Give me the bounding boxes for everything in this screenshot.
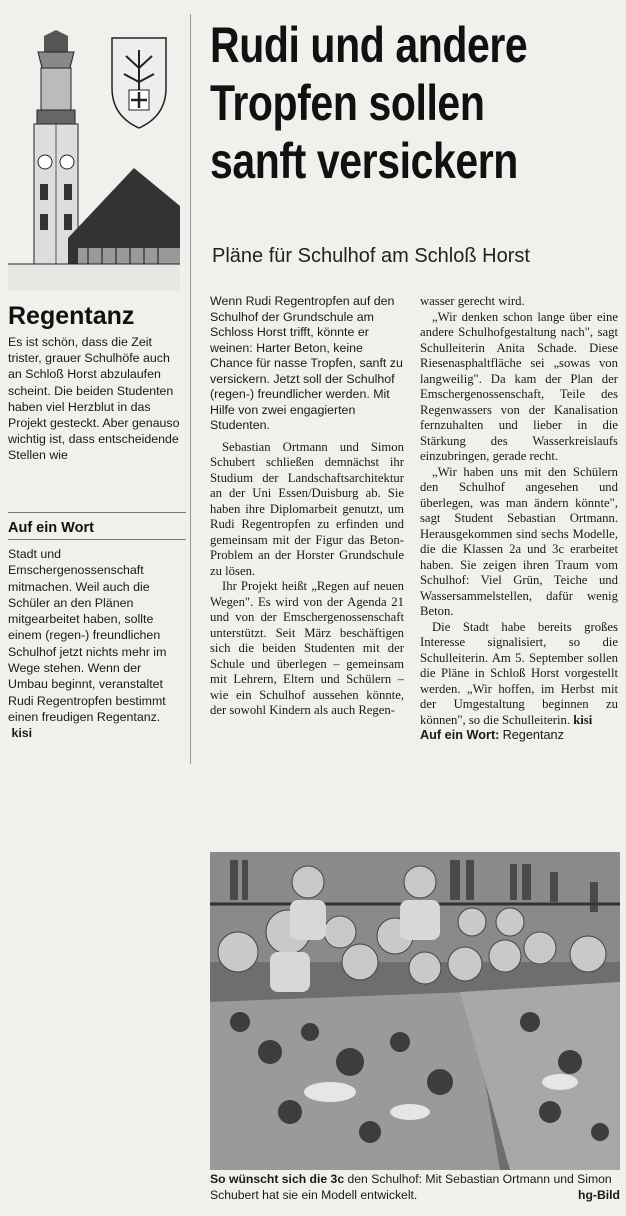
article-column-b [420,294,618,744]
commentary-text: Es ist schön, dass die Zeit trister, grauer Schulhöfe auch an Schloß Horst abzulaufen scheint. Die beiden Studenten haben viel Herzblut in das Projekt gesteckt. Aber genauso wichtig ist, dass entscheidende Stellen wie [8,335,180,463]
divider [8,539,186,540]
author-signature: kisi [11,726,33,741]
article-paragraph: Ihr Projekt heißt „Regen auf neuen Wegen". Es wird von der Agenda 21 und von der Emschergenossenschaft unterstützt. Seit März beschäftigen sich die beiden Studenten mit der Schule und überlegen – gemeinsam mit Lehrern, Eltern und Schülern – wie ein Schulhof aussehen könnte, der sowohl Kindern als auch Regen- [210,579,404,717]
auf-ein-wort-body [8,546,184,742]
castle-tower-illustration [8,28,180,290]
article-headline [210,16,546,190]
author-signature: kisi [573,712,593,727]
article-paragraph: „Wir haben uns mit den Schülern den Schulhof angesehen und überlegen, was man ändern könnte", sagt Student Sebastian Ortmann. Herausgekommen sind sechs Modelle, die die Klassen 2a und 3c erarbeitet haben. Sie zeigen ihren Traum vom Schulhof: Viel Grün, Teiche und Wassersammelstellen, dafür wenig Beton. [420,464,618,618]
cross-reference-label: Auf ein Wort: [420,728,500,742]
article-paragraph [420,620,618,729]
divider [8,512,186,513]
auf-ein-wort-text: Stadt und Emschergenossenschaft mitmachen. Weil auch die Schüler an den Plänen mitgearbeitet haben, sollte einem (regen-) freundlichen Schulhof jetzt nichts mehr im Wege stehen. Wenn der Umbau beginnt, veranstaltet Rudi Regentropfen bestimmt einen freudigen Regentanz. [8,547,167,724]
article-paragraph-text: Die Stadt habe bereits großes Interesse signalisiert, so die Schulleiterin. Am 5. September sollen die Pläne in Schloß Horst vorgestellt werden. „Wir hoffen, im Herbst mit der Umgestaltung beginnen zu können", so die Schulleiterin. [420,619,618,727]
commentary-body [8,334,184,464]
article-paragraph: wasser gerecht wird. [420,294,525,308]
auf-ein-wort-heading: Auf ein Wort [8,520,94,536]
article-lead: Wenn Rudi Regentropfen auf den Schulhof der Grundschule am Schloss Horst trifft, könnte er weinen: Harter Beton, keine Chance für nasse Tropfen, sanft zu versickern. Jetzt soll der Schulhof (regen-) freundlicher werden. Mit Hilfe von zwei engagierten Studenten. [210,294,403,432]
article-paragraph: Sebastian Ortmann und Simon Schubert schließen demnächst ihr Studium der Landschaftsarchitektur an der Uni Essen/Duisburg ab. Sie haben ihre Diplomarbeit genutzt, um Rudi Regentropfen zu erfinden und gemeinsam mit der Figur das Beton-Problem an der Horster Grundschule zu lösen. [210,439,404,578]
headline-line: Rudi und andere [210,17,528,73]
cross-reference [420,728,618,744]
column-divider [190,14,191,764]
caption-lead: So wünscht sich die 3c [210,1172,345,1186]
commentary-heading: Regentanz [8,302,135,330]
classroom-photo [210,852,620,1170]
caption-text: den Schulhof: Mit Sebastian Ortmann und Simon Schubert hat sie ein Modell entwickelt. [210,1172,612,1202]
article-subheadline: Pläne für Schulhof am Schloß Horst [212,245,530,267]
cross-reference-target: Regentanz [502,728,564,742]
article-paragraph: „Wir denken schon lange über eine andere Schulhofgestaltung nach", sagt Schulleiterin Anita Schade. Diese Riesenasphaltfläche sei „sowas von langweilig". Da kam der Plan der Emschergenossenschaft, Teile des Regenwassers von der Kanalisation fernzuhalten und lieber in die Stärkung des Wasserkreislaufs einzubringen, gerade recht. [420,309,618,463]
photo-credit: hg-Bild [578,1187,620,1202]
article-column-a [210,294,404,719]
headline-line: Tropfen sollen [210,75,485,131]
headline-line: sanft versickern [210,133,518,189]
left-column [0,0,187,1216]
photo-caption [210,1172,620,1203]
